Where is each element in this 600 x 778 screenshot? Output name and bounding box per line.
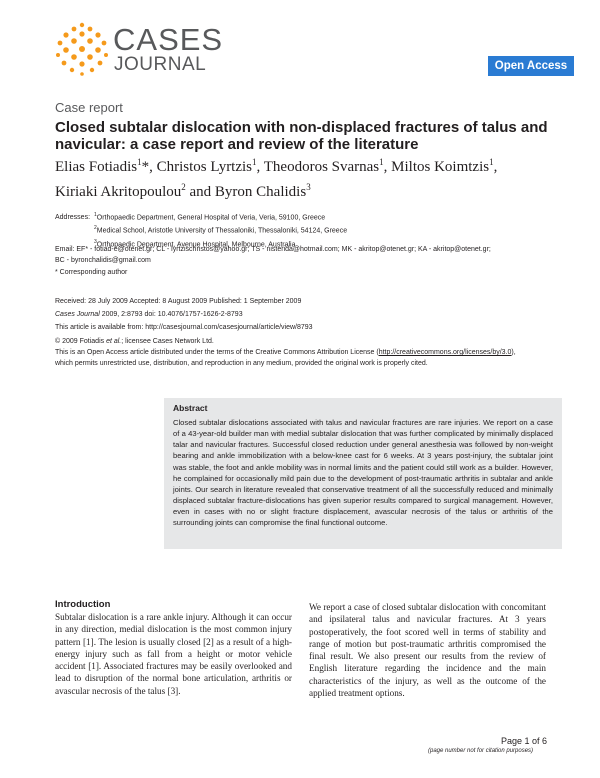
open-access-badge: Open Access bbox=[488, 56, 574, 76]
email-block bbox=[55, 244, 491, 266]
address-line-2 bbox=[55, 223, 347, 236]
license-link[interactable]: http://creativecommons.org/licenses/by/3.0 bbox=[378, 349, 512, 356]
page-number-note: (page number not for citation purposes) bbox=[428, 748, 534, 754]
copyright-block bbox=[55, 336, 516, 369]
email-line-2: BC - byronchalidis@gmail.com bbox=[55, 257, 151, 264]
address-text: Orthopaedic Department, Avenue Hospital, Melbourne, Australia bbox=[96, 240, 296, 248]
address-number: 3 bbox=[94, 238, 97, 245]
page-number: Page 1 of 6 bbox=[501, 736, 548, 746]
address-text: Orthopaedic Department, General Hospital of Veria, Veria, 59100, Greece bbox=[96, 214, 326, 222]
author-affiliation: 3 bbox=[306, 182, 311, 192]
abstract-text: Closed subtalar dislocations associated with talus and navicular fractures are rare injuries. We report on a case of a 43-year-old builder man with medial subtalar dislocation that was further complicated by minimally displaced talar and navicular fractures. Successful closed reduction under general anesthesia was followed by non-weight bearing and ankle immobilization with a below-knee cast for 6 weeks. At 3 years post-injury, the subtalar joint was stable, the foot and ankle mobility was in normal limits and the patient could still work as a builder. However, he complained for occasionally mild pain due to the development of post-traumatic arthritis in subtalar and ankle joints. Our search in literature revealed that conservative treatment of all the successfully reduced and minimally displaced subtalar fracture-dislocations has given superior results compared to surgical management. However, even in cases with no or slight fracture displacement, avascular necrosis of the talus or arthritis of the surrounding joints can compromise the final functional outcome. bbox=[173, 418, 553, 528]
logo-text-cases: CASES bbox=[113, 22, 224, 57]
author-separator: , bbox=[256, 159, 264, 175]
abstract-box bbox=[164, 398, 562, 549]
email-line-1: Email: EF* - fotiad-e@otenet.gr; CL - lyrtzischristos@yahoo.gr; TS - nisterida@hotmail.com; MK - akritop@otenet.gr; KA - akritop@otenet.gr; bbox=[55, 246, 491, 253]
author-affiliation: 1 bbox=[489, 157, 494, 167]
right-column bbox=[309, 601, 546, 699]
corresponding-star: * bbox=[141, 159, 150, 175]
license-text: This is an Open Access article distributed under the terms of the Creative Commons Attribution License ( bbox=[55, 349, 379, 356]
author-list bbox=[55, 152, 555, 202]
author-affiliation: 1 bbox=[252, 157, 257, 167]
author-name: Theodoros Svarnas bbox=[263, 159, 380, 175]
author-name: Miltos Koimtzis bbox=[391, 159, 490, 175]
address-number: 1 bbox=[94, 212, 97, 218]
citation-line bbox=[55, 309, 243, 320]
copyright-line-3: which permits unrestricted use, distribution, and reproduction in any medium, provided the original work is properly cited. bbox=[55, 360, 428, 367]
corresponding-author-note: * Corresponding author bbox=[55, 269, 128, 276]
citation-details: 2009, 2:8793 doi: 10.4076/1757-1626-2-8793 bbox=[99, 311, 243, 318]
left-column bbox=[55, 599, 292, 697]
logo-text-journal: JOURNAL bbox=[114, 54, 207, 75]
author-name: Elias Fotiadis bbox=[55, 159, 138, 175]
citation-journal: Cases Journal bbox=[55, 311, 100, 318]
copyright-text: © 2009 Fotiadis bbox=[55, 338, 107, 345]
introduction-text: Subtalar dislocation is a rare ankle injury. Although it can occur in any direction, medial dislocation is the most common injury pattern [1]. The lesion is usually closed [2] as a result of a high-energy injury such as fall from a height or motor vehicle accident [1]. Associated fractures may be easily overlooked and lead to disruption of the normal bone articulation, arthritis or avascular necrosis of the talus [3]. bbox=[55, 612, 292, 696]
author-name: Kiriaki Akritopoulou bbox=[55, 184, 182, 200]
author-separator: and bbox=[185, 184, 215, 200]
article-url: This article is available from: http://casesjournal.com/casesjournal/article/view/8793 bbox=[55, 324, 313, 331]
copyright-text: ; licensee Cases Network Ltd. bbox=[121, 338, 214, 345]
article-title: Closed subtalar dislocation with non-displaced fractures of talus and navicular: a case report and review of the literature bbox=[55, 119, 548, 153]
copyright-etal: et al. bbox=[106, 338, 122, 345]
publication-dates: Received: 28 July 2009 Accepted: 8 August 2009 Published: 1 September 2009 bbox=[55, 298, 302, 305]
addresses-label: Addresses: bbox=[55, 214, 91, 222]
journal-logo bbox=[54, 17, 224, 75]
author-separator: , bbox=[149, 159, 157, 175]
copyright-line-1 bbox=[55, 336, 516, 347]
address-number: 2 bbox=[94, 225, 97, 232]
address-text: Medical School, Aristotle University of Thessaloniki, Thessaloniki, 54124, Greece bbox=[96, 227, 348, 235]
author-affiliation: 2 bbox=[181, 182, 186, 192]
copyright-line-2 bbox=[55, 347, 516, 358]
author-name: Byron Chalidis bbox=[214, 184, 307, 200]
author-name: Christos Lyrtzis bbox=[156, 159, 253, 175]
right-column-text: We report a case of closed subtalar dislocation with concomitant and ipsilateral talus and navicular fractures. At 3 years postoperatively, the foot scored well in terms of stability and range of motion but post-traumatic arthritis compromised the final result. We also present our results from the review of English literature regarding the incidence and the main characteristics of the injury, as well as the outcome of the applied treatment options. bbox=[309, 602, 546, 699]
author-affiliation: 1 bbox=[137, 157, 142, 167]
introduction-heading: Introduction bbox=[55, 599, 111, 610]
abstract-heading: Abstract bbox=[173, 403, 208, 413]
logo-dots-icon bbox=[54, 21, 110, 77]
author-affiliation: 1 bbox=[379, 157, 384, 167]
article-type: Case report bbox=[55, 100, 123, 115]
author-separator: , bbox=[493, 159, 498, 175]
author-separator: , bbox=[383, 159, 392, 175]
address-line-1 bbox=[55, 210, 347, 223]
license-text: ), bbox=[511, 349, 516, 356]
